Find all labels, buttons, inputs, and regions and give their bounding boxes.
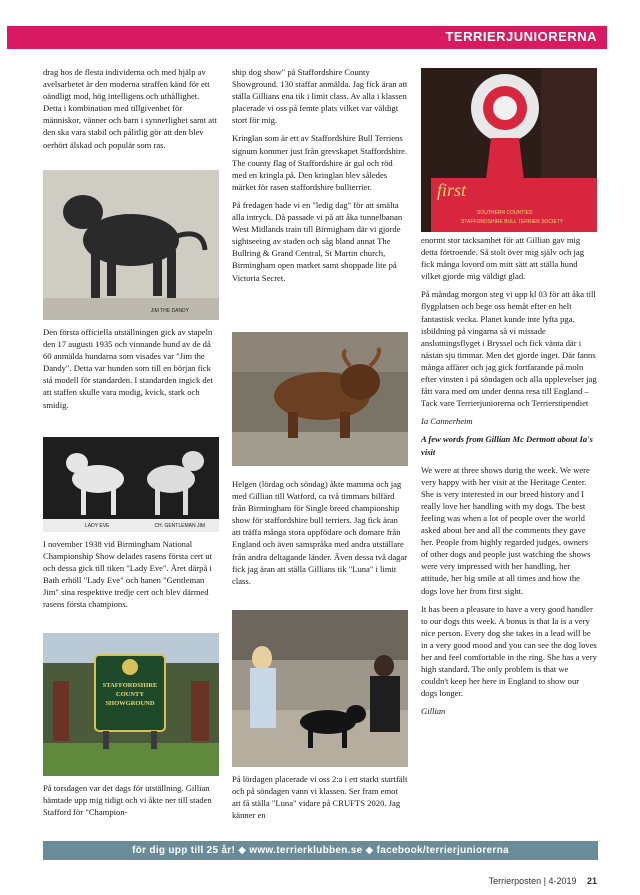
author-ia: Ia Cannerheim bbox=[421, 416, 473, 427]
page-number: 21 bbox=[586, 876, 597, 886]
col2-paragraph-3: På fredagen hade vi en "ledig dag" för att smälta alla intryck. Då passade vi på att åka tunnelbanan West Midlands train till Birmigham där vi gjorde sightseeing av staden och såg bland annat The Bullring & Grand Central, St Martin church, Birmingham open market samt shoppade lite på Victoria Secret. bbox=[232, 199, 403, 283]
rosette-first-text: first bbox=[437, 180, 467, 200]
footer-banner: för dig upp till 25 år! ◆ www.terrierklubben.se ◆ facebook/terrierjuniorerna bbox=[43, 841, 598, 860]
col1-paragraph-3: I november 1938 vid Birmingham National Championship Show delades rasens första cert ut och dessa gick till tiken "Lady Eve". Året därpå i Bath erhöll "Lady Eve" och hanen "Gentleman Jim" sina respektive tredje cert och blev därmed rasens första champions. bbox=[43, 539, 212, 610]
photo-jim-the-dandy bbox=[43, 170, 219, 320]
photo-showground-sign bbox=[43, 633, 219, 776]
photo-first-rosette bbox=[421, 68, 597, 232]
photo-lady-eve-gentleman-jim bbox=[43, 437, 219, 532]
photo2-caption-right: CH. GENTLEMAN JIM bbox=[154, 523, 205, 529]
col2-paragraph-1: ship dog show" på Staffordshire County Showground. 130 staffar anmälda. Jag fick äran att ställa Gillians ena tik i limit class. Av alla i klassen placerade vi oss på femte plats vilket var väldigt stort för mig. bbox=[232, 67, 408, 126]
photo-bullring-bull bbox=[232, 332, 408, 466]
col3-paragraph-3: We were at three shows durig the week. We were very happy with her visit at the Heritage Center. She is very interested in our breed history and I really love her handling with my dogs. The best feeling was when a lot of people over the world asked about her and all the comments they gave her. People from highly regarded judges, owners of other dogs and people just watching the shows were very impressed with her handling, her attitude, her big smile at all times and how the dogs love her from first sight. bbox=[421, 464, 591, 596]
col1-paragraph-4: På torsdagen var det dags för utställning. Gillian hämtade upp mig tidigt och vi åkte ner till staden Stafford för "Champion- bbox=[43, 783, 212, 818]
gillian-subheading: A few words from Gillian Mc Dermott about Ia's visit bbox=[421, 434, 593, 457]
photo1-caption: JIM THE DANDY bbox=[150, 308, 189, 314]
col3-paragraph-4: It has been a pleasure to have a very good handler to our dogs this week. A bonus is that Ia is a very nice person. Every dog she takes in a lead will be in a very good mood and you can see the dog loves her and feel comfortable in the ring. She has a very high standard. The only problem is that we couldn't keep her here in England to show our dogs longer. bbox=[421, 603, 597, 699]
author-gillian: Gillian bbox=[421, 706, 446, 717]
column-1-part-4 bbox=[43, 782, 219, 824]
column-1 bbox=[43, 66, 219, 157]
rosette-sub-1: SOUTHERN COUNTIES bbox=[477, 210, 533, 216]
sign-line-1: STAFFORDSHIRE bbox=[102, 682, 158, 689]
column-1-part-2 bbox=[43, 326, 219, 417]
col1-paragraph-2: Den första officiella utställningen gick av stapeln den 17 augusti 1935 och vinnande hund av de då 60 anmälda hundarna som visades var "Jim the Dandy". Detta var hunden som till en början fick stå modell för standarden. I standarden ingick det att staffen skulle vara modig, kvick, stark och smidig. bbox=[43, 327, 213, 410]
rosette-sub-2: STAFFORDSHIRE BULL TERRIER SOCIETY bbox=[461, 219, 564, 225]
section-title: TERRIERJUNIORERNA bbox=[445, 29, 597, 44]
col2-paragraph-5: På lördagen placerade vi oss 2:a i ett starkt startfält och på söndagen vann vi klassen. Ser fram emot att få ställa "Luna" vidare på CRUFTS 2020. Jag känner en bbox=[232, 774, 408, 821]
col3-paragraph-2: På måndag morgon steg vi upp kl 03 för att åka till flygplatsen och bege oss hemåt efter en helt fantastisk vecka. Planet kunde inte lyfta pga. isbildning på vingarna så vi missade anslutningsflyget i Bryssel och fick vänta där i nästan sju timmar. Men det gjorde inget. Där fanns många affärer och jag gick fortfarande på moln efter vinsten i på söndagen och alla upplevelser jag fått vara med om under denna resa till England – Tack vare Terrierjuniorerna och Terrierstipendiet bbox=[421, 289, 597, 409]
column-1-part-3 bbox=[43, 538, 219, 617]
page-footer bbox=[489, 876, 597, 886]
col2-paragraph-4: Helgen (lördag och söndag) åkte mamma och jag med Gillian till Watford, ca två timmars bilfärd från Birmingham för Single breed championship show för staffordshire bull terriers. Jag fick äran att träffa många stora uppfödare och domare från England och även samspråka med andra utställare från andra deltagande länder. Även dessa två dagar fick jag äran att ställa Gillians tik "Luna" i limit class. bbox=[232, 479, 408, 586]
sign-line-3: SHOWGROUND bbox=[105, 700, 155, 707]
col2-paragraph-2: Kringlan som är ett av Staffordshire Bull Terriens signum kommer just från grevskapet Staffordshire. The county flag of Staffordshire är gul och röd med en kringla på. Den kringlan blev således märket för rasen staffordshire bullterrier. bbox=[232, 133, 408, 192]
sign-line-2: COUNTY bbox=[115, 691, 145, 698]
section-banner bbox=[7, 26, 607, 49]
column-2 bbox=[232, 66, 408, 290]
col1-paragraph-1: drag hos de flesta individerna och med hjälp av avelsarbetet är den moderna straffen känd för ett oändligt mod, hög intelligens och uthållighet. Detta i kombination med tillgivenhet för människor, vänner och barn i synnerlighet samt att den ska vara stabil och pålitlig gör att den blev oerhört älskad och populär som ras. bbox=[43, 67, 217, 150]
column-2-part-3 bbox=[232, 773, 408, 827]
photo2-caption-left: LADY EVE bbox=[85, 523, 110, 529]
photo-show-ring bbox=[232, 610, 408, 767]
column-3 bbox=[421, 234, 597, 723]
publication-name: Terrierposten | 4-2019 bbox=[488, 876, 577, 886]
showground-sign-text bbox=[95, 681, 165, 708]
column-2-part-2 bbox=[232, 478, 408, 593]
col3-paragraph-1: enormt stor tacksamhet för att Gillian gav mig detta förtroende. Så stolt över mig själv och jag fick många lovord om mitt sätt att ställa hund vilket gjorde mig väldigt glad. bbox=[421, 235, 585, 282]
